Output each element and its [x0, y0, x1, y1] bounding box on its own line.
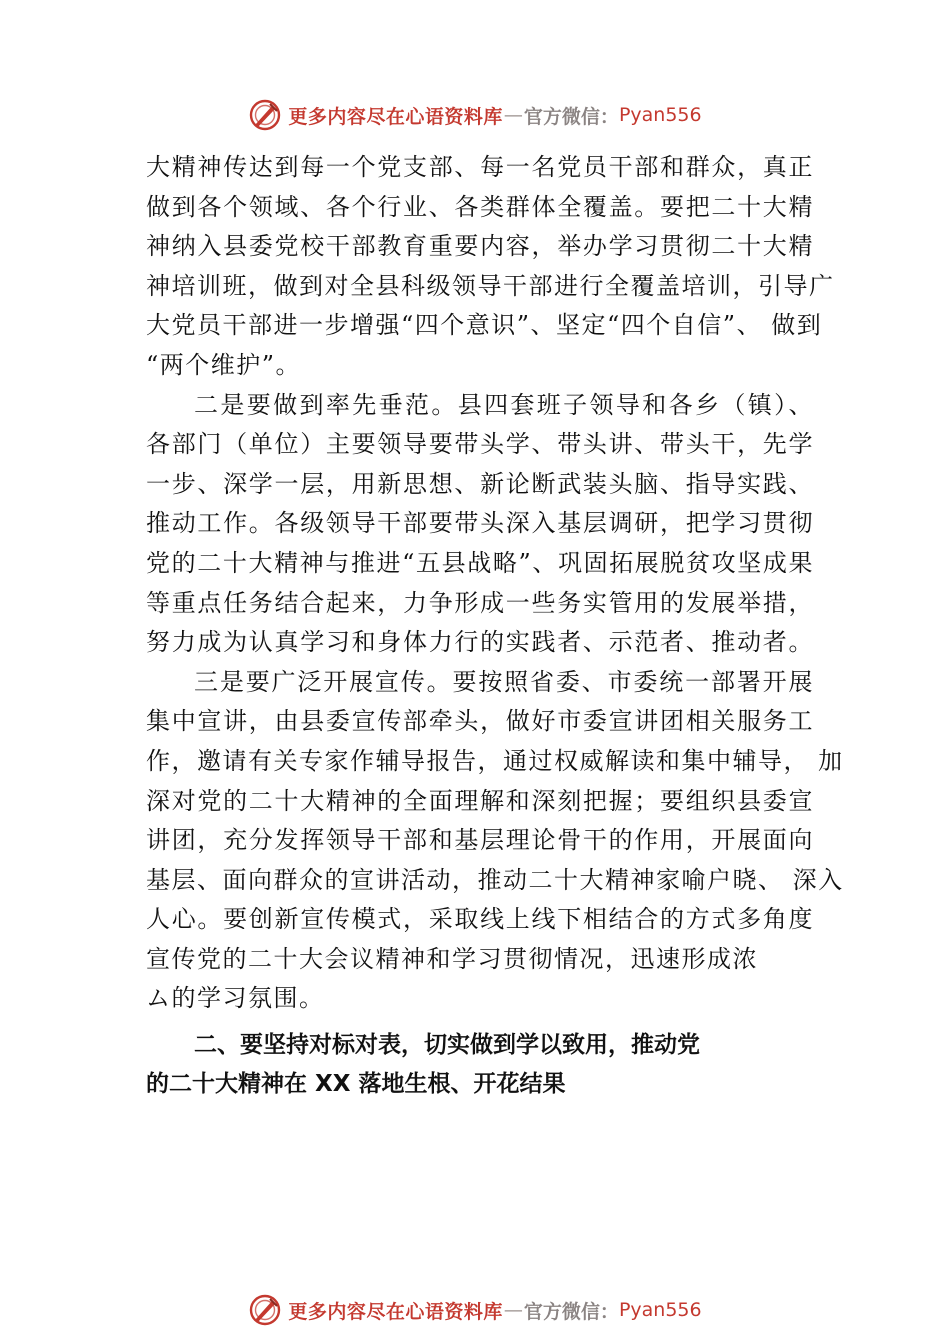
- watermark-wechat-label: 官方微信：: [523, 1300, 619, 1323]
- section-heading-line-1: 二、要坚持对标对表，切实做到学以致用，推动党: [194, 1032, 700, 1058]
- watermark-library-text: 更多内容尽在心语资料库: [288, 1300, 503, 1323]
- watermark-dash: —: [503, 104, 523, 126]
- text-line: “两个维护”。: [146, 350, 302, 379]
- text-line: 深对党的二十大精神的全面理解和深刻把握；要组织县委宣: [146, 786, 814, 815]
- paragraph-start-line: 三是要广泛开展宣传。要按照省委、市委统一部署开展: [194, 667, 814, 696]
- section-heading-line-2: 的二十大精神在 XX 落地生根、开花结果: [146, 1071, 566, 1097]
- text-line: 大精神传达到每一个党支部、每一名党员干部和群众，真正: [146, 153, 814, 181]
- brand-logo-icon: [248, 1293, 282, 1327]
- text-line: 作，邀请有关专家作辅导报告，通过权威解读和集中辅导， 加: [146, 746, 844, 775]
- text-line: 推动工作。各级领导干部要带头深入基层调研，把学习贯彻: [146, 509, 814, 538]
- text-line: 等重点任务结合起来，力争形成一些务实管用的发展举措，: [146, 588, 814, 617]
- text-line: 一步、深学一层，用新思想、新论断武装头脑、指导实践、: [146, 469, 814, 498]
- text-line: ム的学习氛围。: [146, 984, 325, 1013]
- text-line: 做到各个领域、各个行业、各类群体全覆盖。要把二十大精: [146, 192, 814, 221]
- brand-logo-icon: [248, 98, 282, 132]
- text-line: 党的二十大精神与推进“五县战略”、巩固拓展脱贫攻坚成果: [146, 548, 814, 577]
- watermark-wechat-label: 官方微信：: [523, 105, 619, 128]
- watermark-header: [0, 95, 950, 135]
- text-line: 神纳入县委党校干部教育重要内容，举办学习贯彻二十大精: [146, 232, 814, 261]
- text-line: 大党员干部进一步增强“四个意识”、坚定“四个自信”、 做到: [146, 311, 823, 340]
- watermark-library-text: 更多内容尽在心语资料库: [288, 105, 503, 128]
- paragraph-start-line: 二是要做到率先垂范。县四套班子领导和各乡（镇）、: [194, 390, 814, 419]
- watermark-wechat-id: Pyan556: [618, 1299, 702, 1321]
- watermark-dash: —: [503, 1299, 523, 1321]
- watermark-wechat-id: Pyan556: [618, 104, 702, 126]
- text-line: 神培训班，做到对全县科级领导干部进行全覆盖培训，引导广: [146, 271, 835, 300]
- watermark-footer: [0, 1290, 950, 1330]
- text-line: 基层、面向群众的宣讲活动，推动二十大精神家喻户晓、 深入: [146, 865, 844, 894]
- text-line: 各部门（单位）主要领导要带头学、带头讲、带头干，先学: [146, 430, 814, 459]
- text-line: 讲团，充分发挥领导干部和基层理论骨干的作用，开展面向: [146, 826, 814, 855]
- text-line: 宣传党的二十大会议精神和学习贯彻情况，迅速形成浓: [146, 944, 758, 973]
- text-line: 集中宣讲，由县委宣传部牵头，做好市委宣讲团相关服务工: [146, 707, 814, 736]
- text-line: 人心。要创新宣传模式，采取线上线下相结合的方式多角度: [146, 905, 814, 934]
- document-body: [146, 148, 844, 1019]
- text-line: 努力成为认真学习和身体力行的实践者、示范者、推动者。: [146, 628, 814, 657]
